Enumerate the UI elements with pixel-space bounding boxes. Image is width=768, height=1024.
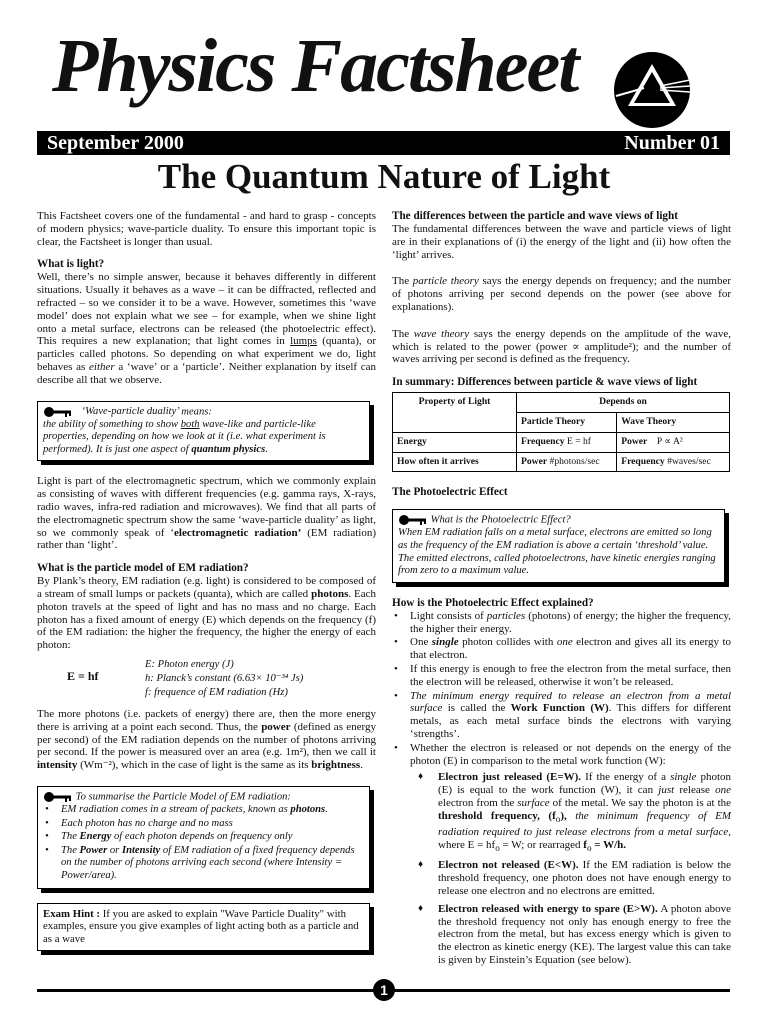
text-span: quantum physics: [191, 443, 266, 455]
text-span: The: [61, 844, 77, 856]
table-cell: [517, 432, 617, 452]
key-icon: [43, 406, 73, 418]
text-span: photon collides with: [462, 636, 554, 649]
photoelectric-definition-box: [392, 509, 725, 582]
text-span: lumps: [290, 335, 317, 348]
power-paragraph: [37, 708, 376, 772]
text-span: EM radiation comes in a stream of packets, known as: [61, 803, 288, 815]
heading-particle-model: What is the particle model of EM radiation?: [37, 562, 249, 575]
light-paragraph: [37, 271, 376, 386]
page-number: 1: [373, 979, 395, 1001]
list-item: [392, 636, 731, 662]
text-span: says the energy depends on the amplitude of the wave, which is related to the power (power ∝ amplitude²); and the number of waves arriving per second is defined as the frequency.: [392, 327, 731, 366]
heading-differences: The differences between the particle and wave views of light: [392, 210, 678, 222]
text-span: says the energy depends on frequency; and the number of photons arriving per second depends on the power (see above for explanations).: [392, 275, 732, 313]
text-span: photons: [290, 803, 326, 815]
intro-paragraph: This Factsheet covers one of the fundamental - and hard to grasp - concepts of modern physics; wave-particle duality. To ensure this important topic is clear, the Factsheet is longer than usual.: [37, 210, 376, 248]
text-span: Power: [521, 455, 548, 467]
text-span: just: [658, 784, 675, 797]
text-span: Light consists of: [410, 609, 484, 622]
text-span: Frequency: [621, 455, 665, 467]
em-spectrum-paragraph: [37, 475, 376, 552]
summary-title: To summarise the Particle Model of EM radiation:: [75, 791, 291, 803]
table-cell-property-header: Property of Light: [393, 393, 517, 433]
particle-theory-paragraph: [392, 275, 731, 313]
text-span: one: [556, 636, 573, 649]
duality-means: means:: [181, 406, 212, 417]
heading-what-is-light: What is light?: [37, 258, 105, 271]
text-span: P ∝ A²: [656, 435, 683, 447]
duality-definition-box: [37, 401, 370, 462]
text-span: the ability of something to show: [43, 418, 179, 430]
table-row: [393, 452, 730, 472]
list-item: • Whether the electron is released or not depends on the energy of the photon (E) in comparison to the metal work function (W):: [392, 742, 731, 768]
text-span: o: [586, 842, 592, 853]
right-column: [392, 210, 731, 972]
text-span: .: [360, 759, 363, 772]
prism-logo-icon: [612, 50, 692, 130]
text-span: Work Function (W): [510, 702, 609, 715]
text-span: wave theory: [413, 327, 470, 340]
text-span: . Each photon travels at the speed of light and has no mass and no charge. Each photon has a fixed amount of energy (E) which depends on the frequency (f) of the EM radiation: the higher the frequency, the higher the energy of each photon:: [37, 587, 377, 652]
text-span: (Wm⁻²), which in the case of light is the same as its: [80, 759, 309, 772]
list-item: [392, 610, 731, 636]
case-item: [392, 771, 731, 854]
equation-lhs: E = hf: [67, 668, 99, 683]
text-span: release: [679, 784, 710, 797]
text-span: (quanta), or particles called photons. So depending on what experiment we do, light behaves as: [37, 335, 377, 373]
table-cell-wave-header: Wave Theory: [617, 412, 730, 432]
summary-box: [37, 786, 370, 889]
table-cell-depends-header: Depends on: [517, 393, 730, 413]
text-span: intensity: [37, 759, 78, 772]
text-span: power: [261, 720, 291, 733]
text-span: Energy: [79, 831, 112, 843]
text-span: single: [670, 771, 697, 784]
text-span: #waves/sec: [667, 455, 711, 467]
key-icon: [43, 791, 73, 803]
text-span: or: [109, 844, 120, 856]
exam-hint-label: Exam Hint :: [43, 907, 100, 920]
text-span: Power: [79, 844, 108, 856]
text-span: (defined as energy per second) of the EM radiation depends on the number of photons arriving per second. If the power is measured over an area (e.g. 1m²), then we call it: [37, 720, 377, 759]
exam-hint-box: [37, 903, 370, 951]
text-span: either: [89, 360, 115, 373]
text-span: particles: [486, 609, 526, 622]
summary-item: [43, 804, 364, 817]
page-footer: [37, 983, 730, 997]
text-span: of each photon depends on frequency only: [113, 831, 293, 843]
text-span: a ‘wave’ or a ‘particle’. Neither explanation by itself can describe all that we observe.: [37, 360, 377, 386]
text-span: #photons/sec: [549, 455, 600, 467]
differences-table: [392, 392, 730, 472]
text-span: Light is part of the electromagnetic spectrum, which we commonly explain as consisting of waves with different frequencies (e.g. gamma rays, X-rays, radio waves, infra-red radiation and microwaves). We find that all parts of the electromagnetic spectrum show the same ‘wave-particle duality’ as light, so we commonly speak of ‘: [37, 475, 376, 539]
text-span: .: [265, 443, 268, 455]
photoelectric-box-text: When EM radiation falls on a metal surface, electrons are emitted so long as the frequency of the EM radiation is above a certain ‘threshold’ value. The emitted electrons, called photoelectrons, have kinetic energies ranging from zero to a maximum value.: [398, 527, 716, 577]
text-span: If the energy of a: [585, 771, 666, 784]
equation-h: h: Planck’s constant (6.63× 10⁻³⁴ Js): [145, 672, 304, 684]
case-item: [392, 859, 731, 897]
table-cell: [517, 452, 617, 472]
text-span: A photon above the threshold frequency not only has enough energy to free the electron from the metal, but has excess energy which is given to the electron as kinetic energy (KE). The largest value this can take is given by Einstein’s Equation (see below).: [438, 902, 731, 967]
text-span: wave-like and particle-like properties, depending on how we look at it (i.e. what experiment is performed). It is just one aspect of: [43, 418, 326, 455]
text-span: f: [583, 838, 587, 851]
summary-list: [43, 804, 364, 883]
summary-item: [43, 845, 364, 883]
text-span: (photons) of energy; the higher the frequency, the higher their energy.: [410, 609, 732, 635]
exam-hint-text: If you are asked to explain "Wave Particle Duality" with examples, ensure you give examples of light acting both as a particle and as a wave: [43, 907, 359, 946]
text-span: threshold frequency, (f: [438, 809, 556, 822]
duality-title: ‘Wave-particle duality’: [81, 406, 179, 417]
text-span: .: [325, 803, 328, 815]
text-span: = W; or rearraged: [502, 838, 581, 851]
table-cell: [617, 452, 730, 472]
text-span: is called the: [447, 702, 506, 715]
text-span: particle theory: [412, 275, 479, 288]
explanation-list: [392, 610, 731, 768]
text-span: the minimum frequency of EM radiation required to just release electrons from a metal surface,: [438, 809, 731, 838]
text-span: E = hf: [566, 435, 591, 447]
text-span: The: [61, 831, 77, 843]
text-span: Electron released with energy to spare (E>W).: [438, 902, 658, 915]
text-span: surface: [517, 796, 550, 809]
particle-model-paragraph: [37, 575, 376, 652]
text-span: o: [555, 813, 561, 824]
equation-e: E: Photon energy (J): [145, 658, 234, 670]
issue-date: September 2000: [47, 132, 184, 154]
summary-item: • Each photon has no charge and no mass: [43, 818, 364, 831]
issue-number: Number 01: [624, 132, 720, 154]
text-span: Well, there’s no simple answer, because it behaves differently in different situations. Usually it behaves as a wave – it can be diffracted, reflected and refracted – so we consider it to be a wave. However, sometimes this ‘wave model’ does not explain what we see – for example, when we shine light onto a metal surface, electrons can be released (the photoelectric effect). This requires a new explanation; that light comes in: [37, 271, 376, 348]
differences-paragraph: The fundamental differences between the wave and particle views of light are in their explanations of (i) the energy of the light and (ii) how often the ‘light’ arrives.: [392, 223, 731, 261]
text-span: The minimum energy required to release an electron from a metal surface: [410, 689, 731, 715]
text-span: Electron not released (E<W).: [438, 859, 579, 872]
issue-bar: [37, 131, 730, 155]
text-span: o: [495, 842, 500, 853]
text-span: one: [715, 784, 732, 797]
case-item: [392, 903, 731, 967]
text-span: . This differs for different metals, as each metal surface binds the electrons with varying ‘strengths’.: [410, 702, 731, 740]
key-icon: [398, 514, 428, 526]
cases-list: [392, 771, 731, 967]
masthead-title: Physics Factsheet: [52, 24, 578, 108]
page-title: The Quantum Nature of Light: [157, 157, 611, 196]
text-span: Power: [621, 435, 648, 447]
text-span: both: [180, 418, 200, 430]
text-span: = W/h.: [594, 838, 627, 851]
text-span: single: [431, 636, 459, 649]
text-span: Frequency: [521, 435, 565, 447]
heading-summary: In summary: Differences between particle & wave views of light: [392, 376, 698, 389]
table-cell-label: How often it arrives: [393, 452, 517, 472]
text-span: Electron just released (E=W).: [438, 771, 582, 784]
text-span: electron from the: [438, 796, 515, 809]
text-span: One: [410, 636, 429, 649]
text-span: The: [392, 327, 410, 340]
photon-energy-equation: [37, 658, 376, 700]
equation-f: f: frequence of EM radiation (Hz): [145, 686, 288, 698]
text-span: of EM radiation of a fixed frequency depends on the number of photons arriving each second (where Intensity = Power/area).: [61, 844, 355, 881]
text-span: electron and gives all its energy to that electron.: [410, 636, 732, 662]
table-row: [393, 393, 730, 413]
table-cell-label: Energy: [393, 432, 517, 452]
text-span: where E = hf: [438, 838, 496, 851]
photoelectric-box-title: What is the Photoelectric Effect?: [430, 514, 571, 526]
text-span: of the metal. We say the photon is at the: [552, 796, 732, 809]
heading-photoelectric: The Photoelectric Effect: [392, 486, 508, 499]
summary-item: [43, 831, 364, 844]
wave-theory-paragraph: [392, 328, 731, 366]
list-item: [392, 690, 731, 741]
table-row: [393, 432, 730, 452]
heading-explained: How is the Photoelectric Effect explained?: [392, 596, 594, 609]
text-span: By Plank’s theory, EM radiation (e.g. light) is considered to be composed of a stream of small lumps or packets (quanta), which are called: [37, 575, 376, 600]
table-cell: [617, 432, 730, 452]
list-item: • If this energy is enough to free the electron from the metal surface, then the electron will be released, otherwise it won’t be released.: [392, 663, 731, 689]
text-span: The: [392, 275, 410, 288]
text-span: Intensity: [121, 844, 161, 856]
text-span: photon (E) is equal to the work function (W), it can: [438, 771, 731, 797]
text-span: If the EM radiation is below the threshold frequency, one photon does not have enough energy to release one electron and no electrons are emitted.: [438, 859, 731, 898]
text-span: (EM radiation) rather than ‘light’.: [37, 526, 377, 552]
left-column: [37, 210, 376, 951]
text-span: brightness: [311, 759, 361, 772]
text-span: The more photons (i.e. packets of energy) there are, then the more energy there is arriving at a point each second. Thus, the: [37, 707, 376, 733]
text-span: ),: [560, 809, 567, 822]
text-span: photons: [311, 587, 349, 600]
text-span: electromagnetic radiation’: [174, 526, 302, 539]
table-cell-particle-header: Particle Theory: [517, 412, 617, 432]
